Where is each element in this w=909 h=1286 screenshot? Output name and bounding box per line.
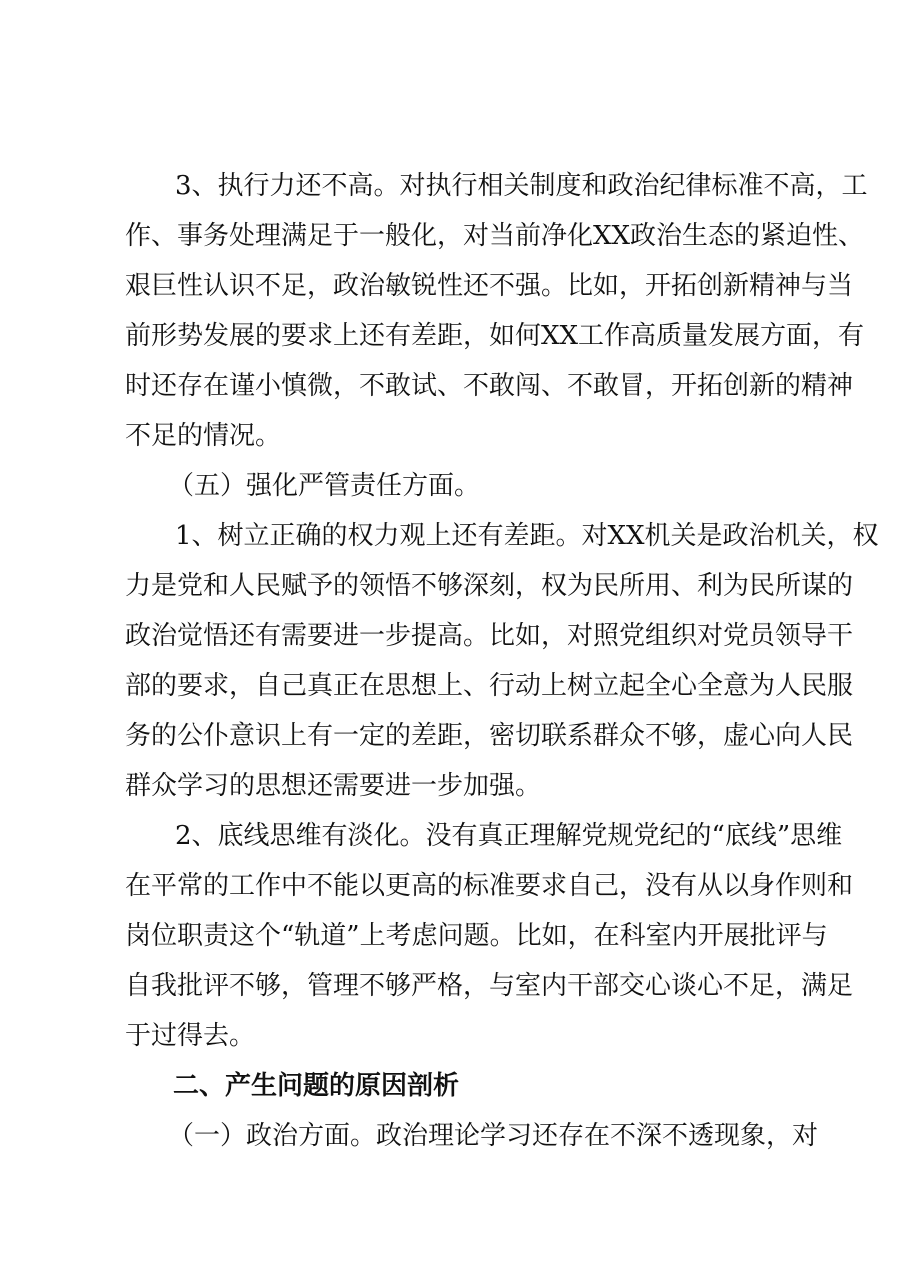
paragraph-3-line-1: 3、执行力还不高。对执行相关制度和政治纪律标准不高，工 — [175, 171, 868, 201]
subsection-1-line-1: （一）政治方面。政治理论学习还存在不深不透现象，对 — [168, 1121, 819, 1151]
section-heading-5: （五）强化严管责任方面。 — [168, 471, 481, 501]
paragraph-2-line-1: 2、底线思维有淡化。没有真正理解党规党纪的“底线”思维 — [175, 821, 843, 851]
paragraph-3-line-2: 作、事务处理满足于一般化，对当前净化XX政治生态的紧迫性、 — [125, 221, 865, 251]
paragraph-3-line-5: 时还存在谨小慎微，不敢试、不敢闯、不敢冒，开拓创新的精神 — [125, 371, 854, 401]
paragraph-1-line-4: 部的要求，自己真正在思想上、行动上树立起全心全意为人民服 — [125, 671, 854, 701]
paragraph-3-line-3: 艰巨性认识不足，政治敏锐性还不强。比如，开拓创新精神与当 — [125, 271, 854, 301]
paragraph-3-line-4: 前形势发展的要求上还有差距，如何XX工作高质量发展方面，有 — [125, 321, 865, 351]
paragraph-3-line-6: 不足的情况。 — [125, 421, 282, 451]
paragraph-2-line-5: 于过得去。 — [125, 1021, 256, 1051]
chapter-heading-2: 二、产生问题的原因剖析 — [173, 1071, 460, 1101]
paragraph-1-line-3: 政治觉悟还有需要进一步提高。比如，对照党组织对党员领导干 — [125, 621, 854, 651]
paragraph-1-line-6: 群众学习的思想还需要进一步加强。 — [125, 771, 542, 801]
paragraph-2-line-3: 岗位职责这个“轨道”上考虑问题。比如，在科室内开展批评与 — [125, 921, 828, 951]
paragraph-2-line-2: 在平常的工作中不能以更高的标准要求自己，没有从以身作则和 — [125, 871, 854, 901]
paragraph-2-line-4: 自我批评不够，管理不够严格，与室内干部交心谈心不足，满足 — [125, 971, 854, 1001]
paragraph-1-line-2: 力是党和人民赋予的领悟不够深刻，权为民所用、利为民所谋的 — [125, 571, 854, 601]
paragraph-1-line-5: 务的公仆意识上有一定的差距，密切联系群众不够，虚心向人民 — [125, 721, 854, 751]
paragraph-1-line-1: 1、树立正确的权力观上还有差距。对XX机关是政治机关，权 — [175, 521, 879, 551]
